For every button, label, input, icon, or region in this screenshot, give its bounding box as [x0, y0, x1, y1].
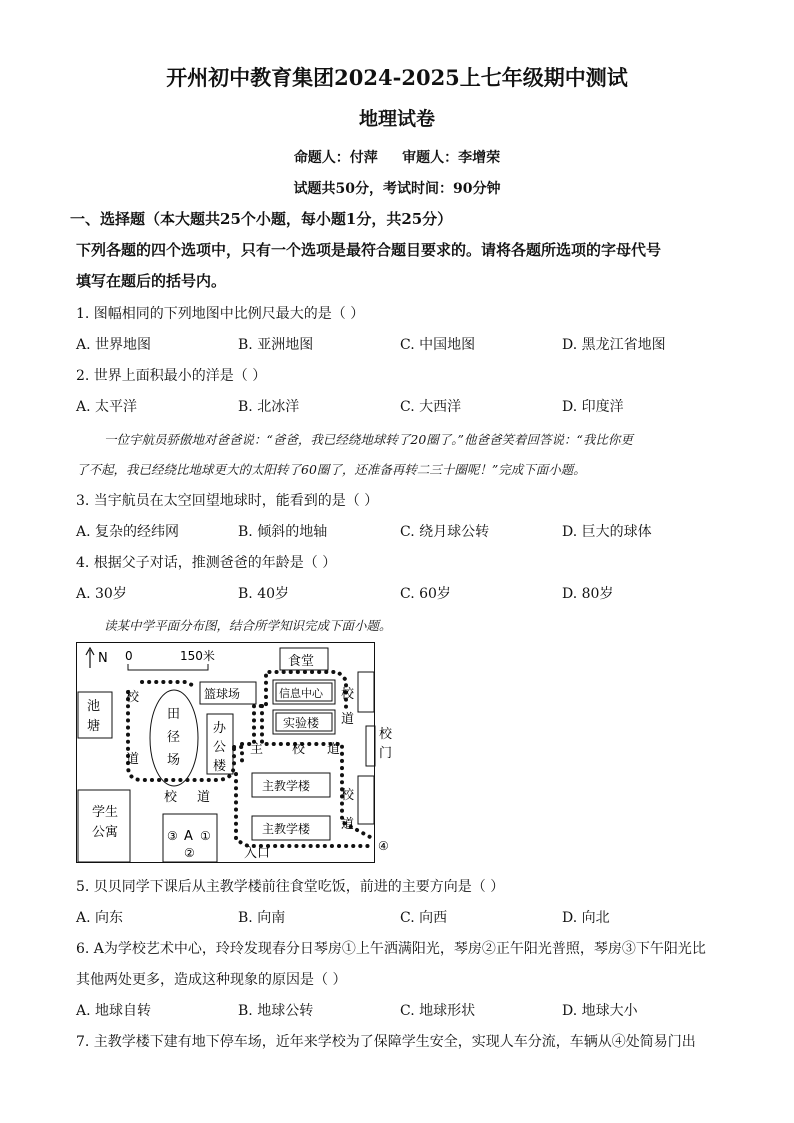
- a-label: A: [184, 829, 193, 844]
- q1-option-d[interactable]: D. 黑龙江省地图: [562, 337, 666, 353]
- canteen-label: 食堂: [288, 654, 315, 669]
- room-2-label: ②: [184, 846, 195, 860]
- passage1-line1: 一位宇航员骄傲地对爸爸说：“爸爸，我已经绕地球转了20圈了。”他爸爸笑着回答说：“我比你更: [104, 432, 633, 447]
- right-road1-label-1: 校: [341, 687, 355, 702]
- passage1-line2: 了不起，我已经绕比地球更大的太阳转了60圈了，还准备再转二三十圈呢！”完成下面小题。: [76, 462, 586, 477]
- q2-option-c[interactable]: C. 大西洋: [400, 399, 462, 415]
- q6-option-d[interactable]: D. 地球大小: [562, 1003, 638, 1019]
- main-road-label-2: 校: [292, 742, 306, 757]
- q1-option-b[interactable]: B. 亚洲地图: [238, 337, 314, 353]
- q5-option-b[interactable]: B. 向南: [238, 910, 286, 926]
- q6-option-a[interactable]: A. 地球自转: [76, 1003, 152, 1019]
- q1-stem: 1. 图幅相同的下列地图中比例尺最大的是（ ）: [76, 306, 365, 322]
- north-arrow: [86, 648, 108, 668]
- q3-option-c[interactable]: C. 绕月球公转: [400, 524, 490, 540]
- q4-option-c[interactable]: C. 60岁: [400, 586, 451, 602]
- q2-option-a[interactable]: A. 太平洋: [76, 399, 138, 415]
- gate-label-1: 校: [379, 727, 393, 742]
- section-heading: 一、选择题（本大题共25个小题，每小题1分，共25分）: [70, 210, 453, 228]
- bottom-road-label-1: 校: [164, 790, 178, 805]
- info-center-label: 信息中心: [279, 687, 323, 700]
- gate-label-2: 门: [379, 746, 393, 761]
- q6-stem-line2: 其他两处更多，造成这种现象的原因是（ ）: [76, 972, 347, 988]
- passage2-line1: 读某中学平面分布图，结合所学知识完成下面小题。: [104, 618, 392, 633]
- north-label: N: [98, 651, 108, 666]
- q5-option-c[interactable]: C. 向西: [400, 910, 448, 926]
- q7-stem-line1: 7. 主教学楼下建有地下停车场，近年来学校为了保障学生安全，实现人车分流，车辆从④处简易门出: [76, 1034, 696, 1050]
- q2-stem: 2. 世界上面积最小的洋是（ ）: [76, 368, 267, 384]
- bottom-road-label-2: 道: [197, 790, 211, 805]
- exam-info: 试题共50分，考试时间：90分钟: [293, 181, 501, 197]
- room-3-label: ③: [167, 829, 178, 843]
- main-building-1-label: 主教学楼: [262, 779, 311, 793]
- q4-option-a[interactable]: A. 30岁: [76, 586, 127, 602]
- q3-option-a[interactable]: A. 复杂的经纬网: [76, 524, 180, 540]
- q3-option-b[interactable]: B. 倾斜的地轴: [238, 524, 328, 540]
- q5-stem: 5. 贝贝同学下课后从主教学楼前往食堂吃饭，前进的主要方向是（ ）: [76, 879, 505, 895]
- section-instruction-line1: 下列各题的四个选项中，只有一个选项是最符合题目要求的。请将各题所选项的字母代号: [76, 241, 662, 259]
- q5-option-d[interactable]: D. 向北: [562, 910, 610, 926]
- right-road2-label-2: 道: [341, 817, 355, 832]
- basketball-label: 篮球场: [204, 687, 241, 701]
- track-label-1: 田: [167, 707, 181, 722]
- dorm-label-2: 公寓: [92, 825, 119, 840]
- right-road2-label-1: 校: [341, 788, 355, 803]
- left-road-label-2: 道: [126, 752, 140, 767]
- q3-stem: 3. 当宇航员在太空回望地球时，能看到的是（ ）: [76, 493, 379, 509]
- q1-option-c[interactable]: C. 中国地图: [400, 337, 476, 353]
- office-label-3: 楼: [213, 759, 227, 774]
- q2-option-d[interactable]: D. 印度洋: [562, 399, 624, 415]
- office-label-1: 办: [213, 721, 227, 736]
- school-map: [76, 642, 393, 864]
- scale-bar: [125, 648, 215, 670]
- entrance-label: 入口: [244, 846, 271, 861]
- exit-4-label: ④: [378, 839, 389, 853]
- track-label-2: 径: [167, 730, 181, 745]
- main-building-2-label: 主教学楼: [262, 822, 311, 836]
- room-1-label: ①: [200, 829, 211, 843]
- left-road-label-1: 校: [126, 690, 140, 705]
- scale-value: 150米: [180, 649, 215, 663]
- scale-zero: 0: [125, 649, 133, 663]
- exam-subject: 地理试卷: [358, 108, 435, 130]
- exam-title: 开州初中教育集团2024-2025上七年级期中测试: [166, 65, 628, 90]
- pond-label-1: 池: [87, 699, 101, 714]
- section-instruction-line2: 填写在题后的括号内。: [76, 272, 227, 290]
- dorm-label-1: 学生: [92, 805, 119, 820]
- q3-option-d[interactable]: D. 巨大的球体: [562, 524, 652, 540]
- q4-option-d[interactable]: D. 80岁: [562, 586, 614, 602]
- q6-option-c[interactable]: C. 地球形状: [400, 1003, 476, 1019]
- q6-stem-line1: 6. A为学校艺术中心，玲玲发现春分日琴房①上午洒满阳光，琴房②正午阳光普照，琴房③下午阳光比: [76, 941, 706, 957]
- q6-option-b[interactable]: B. 地球公转: [238, 1003, 314, 1019]
- q5-option-a[interactable]: A. 向东: [76, 910, 124, 926]
- lab-label: 实验楼: [283, 716, 320, 730]
- pond-label-2: 塘: [87, 719, 101, 734]
- q1-option-a[interactable]: A. 世界地图: [76, 337, 152, 353]
- school-gate: [366, 726, 375, 766]
- q2-option-b[interactable]: B. 北冰洋: [238, 399, 300, 415]
- office-label-2: 公: [213, 740, 227, 755]
- exam-authors: 命题人：付萍 审题人：李增荣: [293, 150, 501, 166]
- q4-stem: 4. 根据父子对话，推测爸爸的年龄是（ ）: [76, 555, 337, 571]
- right-road1-label-2: 道: [341, 712, 355, 727]
- track-label-3: 场: [167, 753, 181, 768]
- main-road-label-1: 主: [250, 742, 264, 757]
- q4-option-b[interactable]: B. 40岁: [238, 586, 290, 602]
- main-road-label-3: 道: [327, 742, 341, 757]
